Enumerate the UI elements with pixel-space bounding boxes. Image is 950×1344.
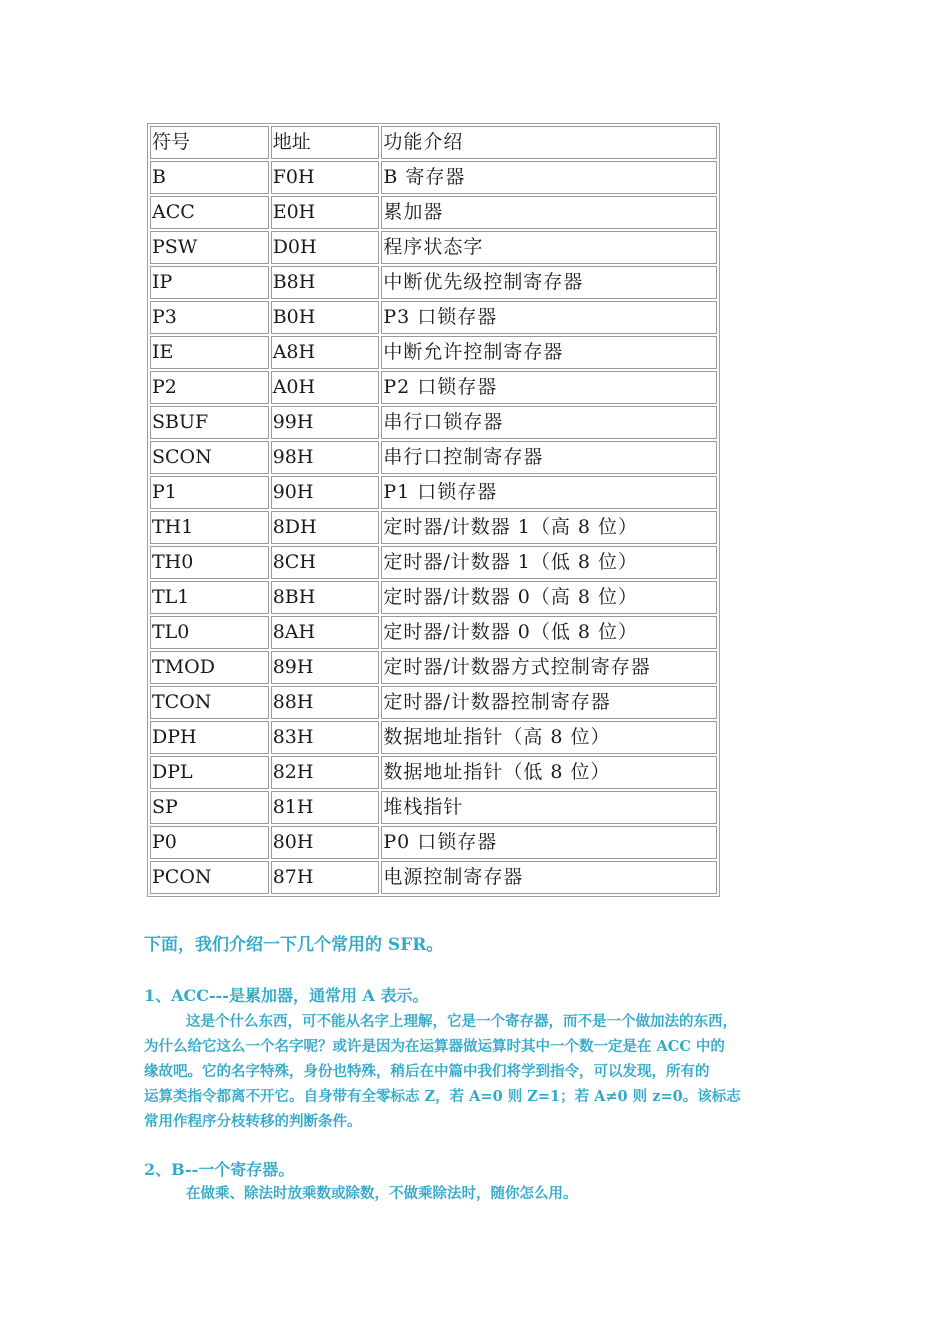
cell-function: 定时器/计数器控制寄存器: [381, 686, 717, 719]
table-row: [150, 791, 717, 824]
cell-symbol: P2: [150, 371, 269, 404]
sfr-table: [147, 123, 720, 897]
cell-function: 定时器/计数器 1（高 8 位）: [381, 511, 717, 544]
cell-symbol: PSW: [150, 231, 269, 264]
cell-function: P0 口锁存器: [381, 826, 717, 859]
cell-function: 中断优先级控制寄存器: [381, 266, 717, 299]
table-row: [150, 266, 717, 299]
table-row: [150, 511, 717, 544]
section-heading-b: 2、B--一个寄存器。: [144, 1160, 295, 1179]
cell-symbol: DPL: [150, 756, 269, 789]
cell-address: 98H: [271, 441, 380, 474]
table-row: [150, 826, 717, 859]
cell-symbol: TL1: [150, 581, 269, 614]
cell-function: P2 口锁存器: [381, 371, 717, 404]
intro-text: 下面，我们介绍一下几个常用的 SFR。: [144, 935, 444, 955]
paragraph-line: 缘故吧。它的名字特殊，身份也特殊，稍后在中篇中我们将学到指令，可以发现，所有的: [144, 1063, 710, 1080]
cell-address: 87H: [271, 861, 380, 894]
cell-address: 82H: [271, 756, 380, 789]
cell-symbol: SP: [150, 791, 269, 824]
cell-symbol: P0: [150, 826, 269, 859]
cell-function: 程序状态字: [381, 231, 717, 264]
sfr-table-body: [150, 126, 717, 894]
cell-address: F0H: [271, 161, 380, 194]
cell-function: 定时器/计数器 0（高 8 位）: [381, 581, 717, 614]
table-row: [150, 721, 717, 754]
cell-symbol: TH1: [150, 511, 269, 544]
cell-address: D0H: [271, 231, 380, 264]
paragraph-line: 常用作程序分枝转移的判断条件。: [144, 1113, 362, 1130]
section-body-b: 在做乘、除法时放乘数或除数，不做乘除法时，随你怎么用。: [186, 1185, 578, 1202]
cell-address: 80H: [271, 826, 380, 859]
table-row: [150, 161, 717, 194]
cell-function: 定时器/计数器 1（低 8 位）: [381, 546, 717, 579]
table-row: [150, 581, 717, 614]
cell-symbol: B: [150, 161, 269, 194]
table-row: [150, 231, 717, 264]
cell-function: 串行口锁存器: [381, 406, 717, 439]
table-row: [150, 476, 717, 509]
cell-address: 8AH: [271, 616, 380, 649]
cell-function: 定时器/计数器方式控制寄存器: [381, 651, 717, 684]
table-row: [150, 301, 717, 334]
cell-function: 累加器: [381, 196, 717, 229]
cell-symbol: TCON: [150, 686, 269, 719]
table-header-row: [150, 126, 717, 159]
cell-address: 8DH: [271, 511, 380, 544]
table-row: [150, 651, 717, 684]
cell-function: P3 口锁存器: [381, 301, 717, 334]
section-body-acc: [144, 1009, 809, 1134]
cell-symbol: PCON: [150, 861, 269, 894]
header-address: 地址: [271, 126, 380, 159]
cell-symbol: TL0: [150, 616, 269, 649]
header-symbol: 符号: [150, 126, 269, 159]
cell-symbol: ACC: [150, 196, 269, 229]
cell-symbol: P3: [150, 301, 269, 334]
cell-address: E0H: [271, 196, 380, 229]
cell-symbol: SCON: [150, 441, 269, 474]
cell-function: 中断允许控制寄存器: [381, 336, 717, 369]
table-row: [150, 196, 717, 229]
cell-symbol: SBUF: [150, 406, 269, 439]
cell-function: P1 口锁存器: [381, 476, 717, 509]
cell-address: 88H: [271, 686, 380, 719]
cell-function: B 寄存器: [381, 161, 717, 194]
cell-address: B8H: [271, 266, 380, 299]
table-row: [150, 371, 717, 404]
cell-address: 81H: [271, 791, 380, 824]
cell-symbol: TH0: [150, 546, 269, 579]
table-row: [150, 756, 717, 789]
cell-function: 电源控制寄存器: [381, 861, 717, 894]
table-row: [150, 336, 717, 369]
table-row: [150, 686, 717, 719]
cell-function: 数据地址指针（低 8 位）: [381, 756, 717, 789]
cell-address: 89H: [271, 651, 380, 684]
paragraph-line: 运算类指令都离不开它。自身带有全零标志 Z，若 A=0 则 Z=1；若 A≠0 则 z=0。该标志: [144, 1088, 741, 1105]
section-heading-acc: 1、ACC---是累加器，通常用 A 表示。: [144, 986, 429, 1005]
cell-address: B0H: [271, 301, 380, 334]
cell-address: A8H: [271, 336, 380, 369]
cell-address: 90H: [271, 476, 380, 509]
header-function: 功能介绍: [381, 126, 717, 159]
cell-symbol: TMOD: [150, 651, 269, 684]
table-row: [150, 861, 717, 894]
cell-function: 堆栈指针: [381, 791, 717, 824]
cell-address: 8BH: [271, 581, 380, 614]
table-row: [150, 546, 717, 579]
table-row: [150, 406, 717, 439]
table-row: [150, 616, 717, 649]
cell-function: 串行口控制寄存器: [381, 441, 717, 474]
cell-address: A0H: [271, 371, 380, 404]
cell-address: 83H: [271, 721, 380, 754]
cell-address: 99H: [271, 406, 380, 439]
cell-symbol: IP: [150, 266, 269, 299]
cell-function: 数据地址指针（高 8 位）: [381, 721, 717, 754]
cell-function: 定时器/计数器 0（低 8 位）: [381, 616, 717, 649]
paragraph-line: 这是个什么东西，可不能从名字上理解，它是一个寄存器，而不是一个做加法的东西，: [186, 1013, 737, 1030]
cell-symbol: P1: [150, 476, 269, 509]
cell-symbol: IE: [150, 336, 269, 369]
cell-symbol: DPH: [150, 721, 269, 754]
paragraph-line: 为什么给它这么一个名字呢？或许是因为在运算器做运算时其中一个数一定是在 ACC 中的: [144, 1038, 725, 1055]
cell-address: 8CH: [271, 546, 380, 579]
table-row: [150, 441, 717, 474]
